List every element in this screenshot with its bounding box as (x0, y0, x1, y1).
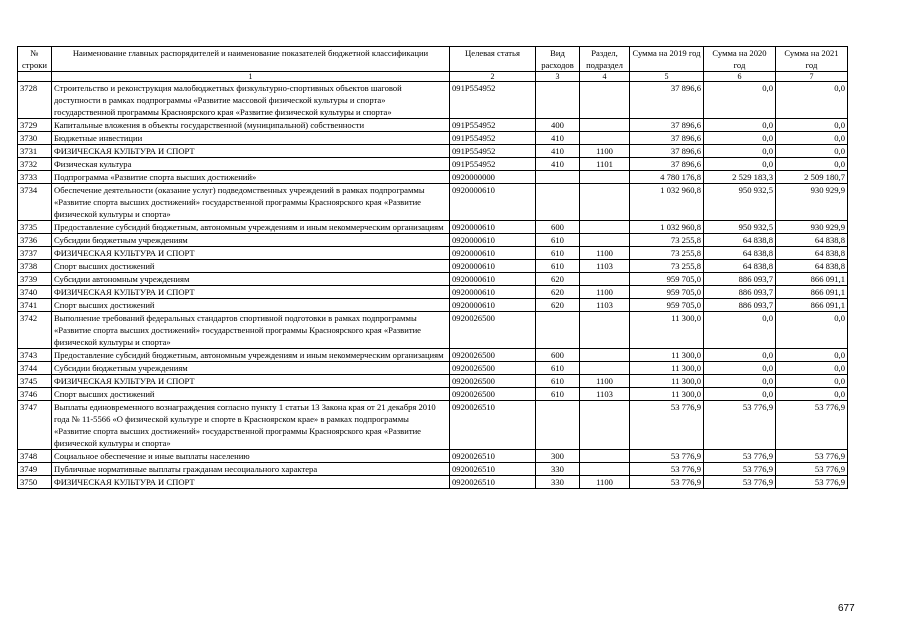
section-cell (580, 119, 630, 132)
row-number-cell: 3729 (18, 119, 52, 132)
table-row (18, 349, 848, 362)
row-name-cell: ФИЗИЧЕСКАЯ КУЛЬТУРА И СПОРТ (52, 247, 450, 260)
row-name-cell: Бюджетные инвестиции (52, 132, 450, 145)
sum-2021-cell: 0,0 (776, 375, 848, 388)
expense-type-cell (536, 312, 580, 349)
target-code-cell: 0920026510 (450, 476, 536, 489)
column-number: 5 (630, 72, 704, 82)
row-name-cell: Физическая культура (52, 158, 450, 171)
expense-type-cell: 600 (536, 221, 580, 234)
sum-2020-cell: 0,0 (704, 362, 776, 375)
header-expense-type: Вид расходов (536, 47, 580, 72)
sum-2020-cell: 886 093,7 (704, 273, 776, 286)
row-name-cell: Субсидии автономным учреждениям (52, 273, 450, 286)
sum-2020-cell: 0,0 (704, 145, 776, 158)
target-code-cell: 0920000610 (450, 234, 536, 247)
table-header (18, 47, 848, 82)
table-row (18, 119, 848, 132)
sum-2020-cell: 64 838,8 (704, 234, 776, 247)
row-number-cell: 3741 (18, 299, 52, 312)
row-name-cell: Публичные нормативные выплаты гражданам несоциального характера (52, 463, 450, 476)
row-number-cell: 3734 (18, 184, 52, 221)
column-number (18, 72, 52, 82)
row-name-cell: Выполнение требований федеральных стандартов спортивной подготовки в рамках подпрограммы «Развитие спорта высших достижений» государственной программы Красноярского края «Развитие физической культуры и спорта» (52, 312, 450, 349)
section-cell (580, 401, 630, 450)
sum-2019-cell: 37 896,6 (630, 119, 704, 132)
sum-2021-cell: 930 929,9 (776, 221, 848, 234)
expense-type-cell: 610 (536, 234, 580, 247)
section-cell: 1100 (580, 247, 630, 260)
row-number-cell: 3747 (18, 401, 52, 450)
expense-type-cell: 330 (536, 476, 580, 489)
target-code-cell: 0920026510 (450, 463, 536, 476)
row-number-cell: 3744 (18, 362, 52, 375)
row-name-cell: Спорт высших достижений (52, 299, 450, 312)
sum-2021-cell: 0,0 (776, 362, 848, 375)
header-sum-2021: Сумма на 2021 год (776, 47, 848, 72)
row-name-cell: ФИЗИЧЕСКАЯ КУЛЬТУРА И СПОРТ (52, 375, 450, 388)
column-number: 2 (450, 72, 536, 82)
target-code-cell: 0920026500 (450, 312, 536, 349)
sum-2021-cell: 0,0 (776, 312, 848, 349)
row-number-cell: 3730 (18, 132, 52, 145)
column-number: 7 (776, 72, 848, 82)
row-name-cell: Субсидии бюджетным учреждениям (52, 234, 450, 247)
sum-2021-cell: 53 776,9 (776, 463, 848, 476)
table-row (18, 247, 848, 260)
row-number-cell: 3743 (18, 349, 52, 362)
row-number-cell: 3745 (18, 375, 52, 388)
target-code-cell: 0920026500 (450, 375, 536, 388)
sum-2019-cell: 37 896,6 (630, 82, 704, 119)
sum-2019-cell: 959 705,0 (630, 299, 704, 312)
row-number-cell: 3742 (18, 312, 52, 349)
target-code-cell: 091P554952 (450, 158, 536, 171)
sum-2021-cell: 64 838,8 (776, 247, 848, 260)
column-number: 3 (536, 72, 580, 82)
target-code-cell: 0920026510 (450, 450, 536, 463)
expense-type-cell: 610 (536, 362, 580, 375)
expense-type-cell: 610 (536, 388, 580, 401)
row-number-cell: 3731 (18, 145, 52, 158)
sum-2020-cell: 53 776,9 (704, 463, 776, 476)
expense-type-cell: 400 (536, 119, 580, 132)
table-row (18, 273, 848, 286)
section-cell: 1103 (580, 299, 630, 312)
column-number: 6 (704, 72, 776, 82)
target-code-cell: 0920000610 (450, 299, 536, 312)
sum-2021-cell: 0,0 (776, 349, 848, 362)
expense-type-cell: 300 (536, 450, 580, 463)
sum-2019-cell: 73 255,8 (630, 247, 704, 260)
table-row (18, 476, 848, 489)
sum-2019-cell: 37 896,6 (630, 132, 704, 145)
row-number-cell: 3735 (18, 221, 52, 234)
sum-2021-cell: 0,0 (776, 119, 848, 132)
target-code-cell: 0920000610 (450, 286, 536, 299)
sum-2021-cell: 0,0 (776, 132, 848, 145)
sum-2020-cell: 53 776,9 (704, 450, 776, 463)
expense-type-cell: 600 (536, 349, 580, 362)
sum-2021-cell: 0,0 (776, 388, 848, 401)
header-sum-2020: Сумма на 2020 год (704, 47, 776, 72)
target-code-cell: 0920026500 (450, 349, 536, 362)
sum-2019-cell: 4 780 176,8 (630, 171, 704, 184)
header-sum-2019: Сумма на 2019 год (630, 47, 704, 72)
sum-2019-cell: 73 255,8 (630, 234, 704, 247)
sum-2020-cell: 886 093,7 (704, 299, 776, 312)
sum-2020-cell: 886 093,7 (704, 286, 776, 299)
table-row (18, 362, 848, 375)
sum-2021-cell: 0,0 (776, 145, 848, 158)
sum-2019-cell: 53 776,9 (630, 476, 704, 489)
expense-type-cell: 410 (536, 145, 580, 158)
target-code-cell: 0920026510 (450, 401, 536, 450)
section-cell (580, 349, 630, 362)
row-number-cell: 3737 (18, 247, 52, 260)
row-name-cell: Выплаты единовременного вознаграждения согласно пункту 1 статьи 13 Закона края от 21 декабря 2010 года № 11-5566 «О физической культуре и спорте в Красноярском крае» в рамках подпрограммы «Развитие спорта высших достижений» государственной программы Красноярского края «Развитие физической культуры и спорта» (52, 401, 450, 450)
sum-2019-cell: 959 705,0 (630, 273, 704, 286)
target-code-cell: 091P554952 (450, 145, 536, 158)
section-cell (580, 132, 630, 145)
section-cell: 1103 (580, 388, 630, 401)
header-row-number: № строки (18, 47, 52, 72)
row-number-cell: 3728 (18, 82, 52, 119)
sum-2021-cell: 53 776,9 (776, 401, 848, 450)
row-name-cell: Субсидии бюджетным учреждениям (52, 362, 450, 375)
expense-type-cell (536, 82, 580, 119)
section-cell: 1103 (580, 260, 630, 273)
sum-2020-cell: 950 932,5 (704, 221, 776, 234)
header-section: Раздел, подраздел (580, 47, 630, 72)
table-row (18, 260, 848, 273)
sum-2019-cell: 53 776,9 (630, 463, 704, 476)
row-number-cell: 3733 (18, 171, 52, 184)
sum-2021-cell: 64 838,8 (776, 260, 848, 273)
row-number-cell: 3738 (18, 260, 52, 273)
target-code-cell: 0920026500 (450, 388, 536, 401)
sum-2020-cell: 64 838,8 (704, 260, 776, 273)
sum-2020-cell: 0,0 (704, 349, 776, 362)
row-number-cell: 3740 (18, 286, 52, 299)
row-number-cell: 3732 (18, 158, 52, 171)
sum-2020-cell: 950 932,5 (704, 184, 776, 221)
sum-2020-cell: 0,0 (704, 119, 776, 132)
row-number-cell: 3746 (18, 388, 52, 401)
table-row (18, 388, 848, 401)
table-row (18, 82, 848, 119)
sum-2020-cell: 2 529 183,3 (704, 171, 776, 184)
sum-2020-cell: 64 838,8 (704, 247, 776, 260)
expense-type-cell (536, 184, 580, 221)
sum-2020-cell: 0,0 (704, 312, 776, 349)
target-code-cell: 0920000000 (450, 171, 536, 184)
section-cell (580, 171, 630, 184)
table-row (18, 171, 848, 184)
sum-2019-cell: 1 032 960,8 (630, 184, 704, 221)
section-cell: 1101 (580, 158, 630, 171)
section-cell: 1100 (580, 375, 630, 388)
sum-2021-cell: 64 838,8 (776, 234, 848, 247)
sum-2019-cell: 1 032 960,8 (630, 221, 704, 234)
row-name-cell: Спорт высших достижений (52, 260, 450, 273)
expense-type-cell: 410 (536, 158, 580, 171)
target-code-cell: 091P554952 (450, 132, 536, 145)
table-row (18, 145, 848, 158)
header-name: Наименование главных распорядителей и наименование показателей бюджетной классификации (52, 47, 450, 72)
sum-2019-cell: 73 255,8 (630, 260, 704, 273)
row-number-cell: 3736 (18, 234, 52, 247)
section-cell (580, 82, 630, 119)
row-name-cell: ФИЗИЧЕСКАЯ КУЛЬТУРА И СПОРТ (52, 476, 450, 489)
row-name-cell: Обеспечение деятельности (оказание услуг) подведомственных учреждений в рамках подпрограммы «Развитие спорта высших достижений» государственной программы Красноярского края «Развитие физической культуры и спорта» (52, 184, 450, 221)
target-code-cell: 0920000610 (450, 247, 536, 260)
table-row (18, 234, 848, 247)
row-number-cell: 3750 (18, 476, 52, 489)
sum-2019-cell: 11 300,0 (630, 362, 704, 375)
column-number: 1 (52, 72, 450, 82)
table-row (18, 286, 848, 299)
budget-table (17, 46, 848, 489)
section-cell (580, 234, 630, 247)
table-row (18, 401, 848, 450)
table-row (18, 463, 848, 476)
sum-2019-cell: 53 776,9 (630, 450, 704, 463)
expense-type-cell: 620 (536, 286, 580, 299)
section-cell (580, 221, 630, 234)
table-row (18, 184, 848, 221)
table-row (18, 132, 848, 145)
section-cell (580, 362, 630, 375)
expense-type-cell: 410 (536, 132, 580, 145)
table-row (18, 312, 848, 349)
sum-2019-cell: 53 776,9 (630, 401, 704, 450)
expense-type-cell (536, 171, 580, 184)
sum-2019-cell: 11 300,0 (630, 388, 704, 401)
row-name-cell: Строительство и реконструкция малобюджетных физкультурно-спортивных объектов шаговой доступности в рамках подпрограммы «Развитие массовой физической культуры и спорта» государственной программы Красноярского края «Развитие физической культуры и спорта» (52, 82, 450, 119)
page-number: 677 (838, 603, 855, 614)
sum-2020-cell: 0,0 (704, 158, 776, 171)
section-cell (580, 463, 630, 476)
expense-type-cell: 610 (536, 247, 580, 260)
row-name-cell: Предоставление субсидий бюджетным, автономным учреждениям и иным некоммерческим организациям (52, 221, 450, 234)
row-number-cell: 3739 (18, 273, 52, 286)
section-cell: 1100 (580, 476, 630, 489)
row-name-cell: Предоставление субсидий бюджетным, автономным учреждениям и иным некоммерческим организациям (52, 349, 450, 362)
row-name-cell: Социальное обеспечение и иные выплаты населению (52, 450, 450, 463)
sum-2021-cell: 0,0 (776, 82, 848, 119)
section-cell (580, 312, 630, 349)
sum-2021-cell: 2 509 180,7 (776, 171, 848, 184)
sum-2019-cell: 11 300,0 (630, 312, 704, 349)
section-cell (580, 273, 630, 286)
section-cell: 1100 (580, 286, 630, 299)
target-code-cell: 0920000610 (450, 273, 536, 286)
table-row (18, 375, 848, 388)
expense-type-cell: 620 (536, 273, 580, 286)
sum-2019-cell: 11 300,0 (630, 375, 704, 388)
sum-2020-cell: 53 776,9 (704, 401, 776, 450)
row-number-cell: 3748 (18, 450, 52, 463)
sum-2021-cell: 0,0 (776, 158, 848, 171)
sum-2019-cell: 37 896,6 (630, 158, 704, 171)
sum-2020-cell: 0,0 (704, 388, 776, 401)
row-name-cell: ФИЗИЧЕСКАЯ КУЛЬТУРА И СПОРТ (52, 286, 450, 299)
table-row (18, 450, 848, 463)
section-cell (580, 450, 630, 463)
header-target: Целевая статья (450, 47, 536, 72)
target-code-cell: 091P554952 (450, 82, 536, 119)
target-code-cell: 0920000610 (450, 184, 536, 221)
table-row (18, 299, 848, 312)
sum-2019-cell: 959 705,0 (630, 286, 704, 299)
sum-2021-cell: 866 091,1 (776, 299, 848, 312)
column-number-row (18, 72, 848, 82)
sum-2021-cell: 866 091,1 (776, 286, 848, 299)
expense-type-cell: 620 (536, 299, 580, 312)
sum-2019-cell: 11 300,0 (630, 349, 704, 362)
row-name-cell: Спорт высших достижений (52, 388, 450, 401)
row-number-cell: 3749 (18, 463, 52, 476)
expense-type-cell: 610 (536, 375, 580, 388)
section-cell (580, 184, 630, 221)
sum-2020-cell: 0,0 (704, 375, 776, 388)
sum-2021-cell: 866 091,1 (776, 273, 848, 286)
table-body (18, 82, 848, 489)
target-code-cell: 0920026500 (450, 362, 536, 375)
sum-2021-cell: 53 776,9 (776, 476, 848, 489)
table-row (18, 158, 848, 171)
target-code-cell: 091P554952 (450, 119, 536, 132)
section-cell: 1100 (580, 145, 630, 158)
sum-2021-cell: 53 776,9 (776, 450, 848, 463)
row-name-cell: ФИЗИЧЕСКАЯ КУЛЬТУРА И СПОРТ (52, 145, 450, 158)
sum-2020-cell: 53 776,9 (704, 476, 776, 489)
column-number: 4 (580, 72, 630, 82)
row-name-cell: Подпрограмма «Развитие спорта высших достижений» (52, 171, 450, 184)
expense-type-cell (536, 401, 580, 450)
sum-2021-cell: 930 929,9 (776, 184, 848, 221)
table-row (18, 221, 848, 234)
sum-2019-cell: 37 896,6 (630, 145, 704, 158)
target-code-cell: 0920000610 (450, 221, 536, 234)
sum-2020-cell: 0,0 (704, 82, 776, 119)
row-name-cell: Капитальные вложения в объекты государственной (муниципальной) собственности (52, 119, 450, 132)
expense-type-cell: 610 (536, 260, 580, 273)
target-code-cell: 0920000610 (450, 260, 536, 273)
sum-2020-cell: 0,0 (704, 132, 776, 145)
expense-type-cell: 330 (536, 463, 580, 476)
